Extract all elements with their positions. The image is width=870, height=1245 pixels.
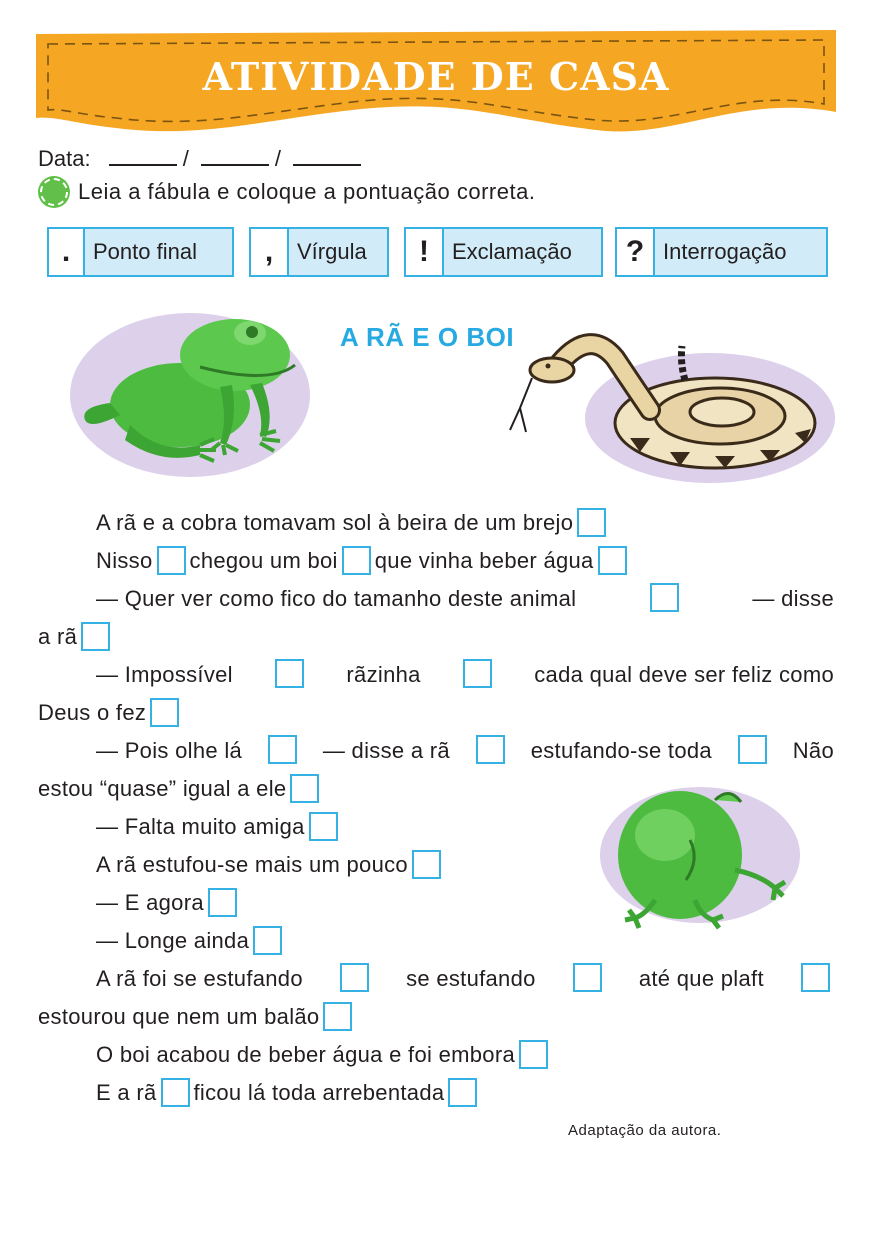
answer-box[interactable] bbox=[81, 622, 110, 651]
story-line-10 bbox=[38, 846, 834, 884]
instruction bbox=[38, 178, 535, 206]
legend-interrogacao bbox=[615, 227, 828, 277]
line-text: — Quer ver como fico do tamanho deste animal bbox=[96, 586, 577, 611]
line-text: estufando-se toda bbox=[530, 738, 712, 763]
line-text: E a rã bbox=[96, 1080, 157, 1105]
year-blank[interactable] bbox=[293, 148, 361, 166]
question-symbol: ? bbox=[617, 229, 655, 275]
legend-virgula bbox=[249, 227, 389, 277]
story-title: A RÃ E O BOI bbox=[340, 322, 515, 352]
answer-box[interactable] bbox=[340, 963, 369, 992]
story-line-1 bbox=[38, 504, 834, 542]
date-separator: / bbox=[274, 146, 281, 171]
answer-box[interactable] bbox=[448, 1078, 477, 1107]
story-line-13 bbox=[38, 960, 834, 998]
line-text: ficou lá toda arrebentada bbox=[193, 1080, 445, 1105]
line-text: — disse a rã bbox=[322, 738, 450, 763]
story-line-5 bbox=[38, 656, 834, 694]
answer-box[interactable] bbox=[573, 963, 602, 992]
answer-box[interactable] bbox=[275, 659, 304, 688]
line-text: até que plaft bbox=[638, 966, 764, 991]
line-text: Não bbox=[792, 738, 834, 763]
legend-label: Interrogação bbox=[655, 229, 826, 275]
answer-box[interactable] bbox=[309, 812, 338, 841]
line-text: a rã bbox=[38, 624, 78, 649]
answer-box[interactable] bbox=[268, 735, 297, 764]
answer-box[interactable] bbox=[476, 735, 505, 764]
page-title: ATIVIDADE DE CASA bbox=[202, 54, 670, 99]
line-text: cada qual deve ser feliz como bbox=[534, 662, 834, 687]
answer-box[interactable] bbox=[738, 735, 767, 764]
line-text: A rã estufou-se mais um pouco bbox=[96, 852, 408, 877]
story-line-4 bbox=[38, 618, 834, 656]
answer-box[interactable] bbox=[577, 508, 606, 537]
story-line-15 bbox=[38, 1036, 834, 1074]
story-line-12 bbox=[38, 922, 834, 960]
answer-box[interactable] bbox=[208, 888, 237, 917]
line-text: A rã foi se estufando bbox=[96, 966, 303, 991]
green-dot-icon bbox=[40, 178, 68, 206]
period-symbol: . bbox=[49, 229, 85, 275]
line-text: chegou um boi bbox=[189, 548, 338, 573]
line-text: — Falta muito amiga bbox=[96, 814, 305, 839]
answer-box[interactable] bbox=[598, 546, 627, 575]
legend-exclamacao bbox=[404, 227, 603, 277]
month-blank[interactable] bbox=[201, 148, 269, 166]
answer-box[interactable] bbox=[342, 546, 371, 575]
snake-icon bbox=[500, 318, 840, 488]
line-text: estourou que nem um balão bbox=[38, 1004, 320, 1029]
line-text: se estufando bbox=[406, 966, 536, 991]
comma-symbol: , bbox=[251, 229, 289, 275]
line-text: O boi acabou de beber água e foi embora bbox=[96, 1042, 515, 1067]
answer-box[interactable] bbox=[290, 774, 319, 803]
legend-ponto-final bbox=[47, 227, 234, 277]
story-line-2 bbox=[38, 542, 834, 580]
line-text: estou “quase” igual a ele bbox=[38, 776, 287, 801]
answer-box[interactable] bbox=[157, 546, 186, 575]
answer-box[interactable] bbox=[463, 659, 492, 688]
legend-label: Ponto final bbox=[85, 229, 232, 275]
story-text bbox=[38, 504, 834, 1112]
story-line-3 bbox=[38, 580, 834, 618]
line-text: Nisso bbox=[96, 548, 153, 573]
answer-box[interactable] bbox=[519, 1040, 548, 1069]
legend-label: Vírgula bbox=[289, 229, 387, 275]
story-line-8 bbox=[38, 770, 834, 808]
story-line-7 bbox=[38, 732, 834, 770]
exclamation-symbol: ! bbox=[406, 229, 444, 275]
legend-label: Exclamação bbox=[444, 229, 601, 275]
date-separator: / bbox=[182, 146, 189, 171]
line-text: — disse bbox=[752, 586, 834, 611]
answer-box[interactable] bbox=[253, 926, 282, 955]
story-line-16 bbox=[38, 1074, 834, 1112]
header-banner bbox=[36, 30, 836, 142]
story-line-9 bbox=[38, 808, 834, 846]
line-text: que vinha beber água bbox=[374, 548, 594, 573]
line-text: — Pois olhe lá bbox=[96, 738, 243, 763]
frog-icon bbox=[60, 295, 320, 485]
answer-box[interactable] bbox=[801, 963, 830, 992]
answer-box[interactable] bbox=[161, 1078, 190, 1107]
line-text: — Longe ainda bbox=[96, 928, 250, 953]
date-label: Data: bbox=[38, 146, 91, 171]
answer-box[interactable] bbox=[412, 850, 441, 879]
story-line-11 bbox=[38, 884, 834, 922]
line-text: — E agora bbox=[96, 890, 204, 915]
answer-box[interactable] bbox=[323, 1002, 352, 1031]
day-blank[interactable] bbox=[109, 148, 177, 166]
instruction-text: Leia a fábula e coloque a pontuação correta. bbox=[78, 179, 536, 204]
date-row bbox=[38, 146, 367, 172]
credit-text: Adaptação da autora. bbox=[568, 1122, 722, 1139]
line-text: rãzinha bbox=[346, 662, 421, 687]
answer-box[interactable] bbox=[150, 698, 179, 727]
answer-box[interactable] bbox=[650, 583, 679, 612]
line-text: Deus o fez bbox=[38, 700, 147, 725]
story-line-6 bbox=[38, 694, 834, 732]
line-text: A rã e a cobra tomavam sol à beira de um brejo bbox=[96, 510, 574, 535]
story-line-14 bbox=[38, 998, 834, 1036]
line-text: — Impossível bbox=[96, 662, 233, 687]
